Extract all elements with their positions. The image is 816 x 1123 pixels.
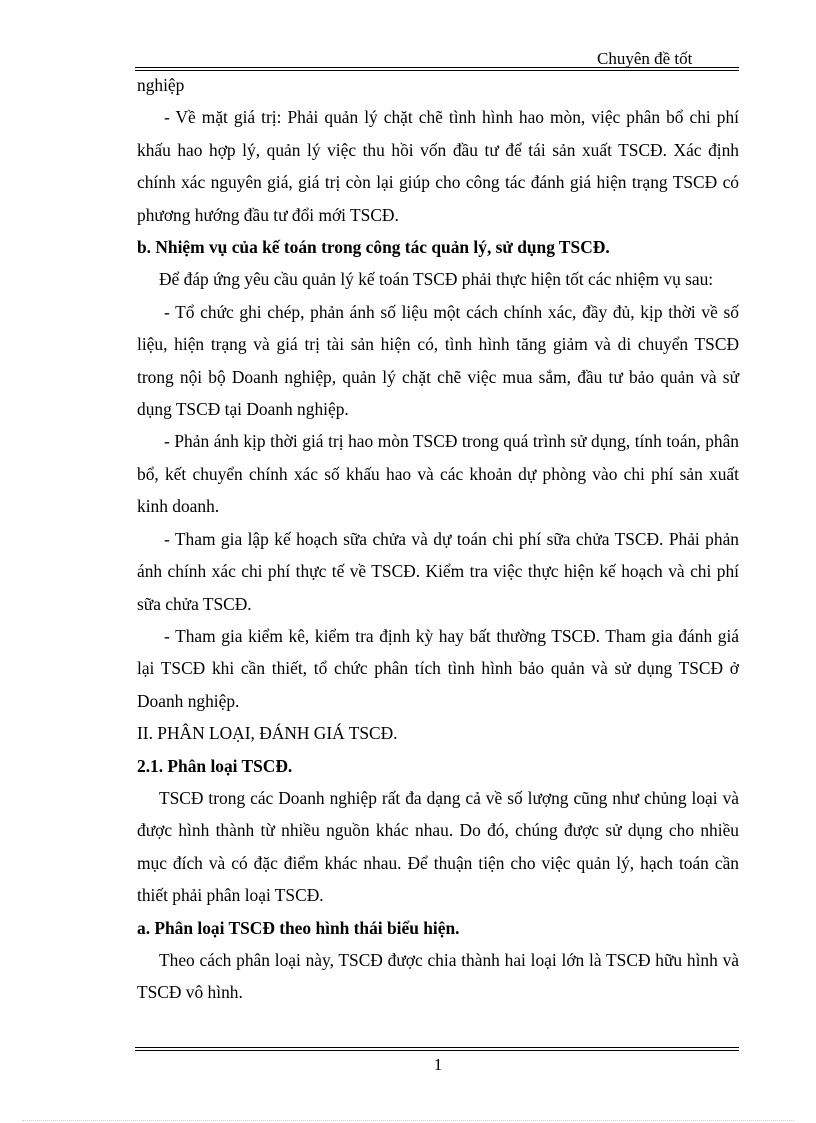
paragraph: - Tham gia kiểm kê, kiểm tra định kỳ hay bất thường TSCĐ. Tham gia đánh giá lại TSCĐ khi cần thiết, tổ chức phân tích tình hình bảo quản và sử dụng TSCĐ ở Doanh nghiệp. [137, 625, 739, 711]
footer-divider-thin [135, 1047, 739, 1048]
paragraph: - Tham gia lập kế hoạch sữa chửa và dự toán chi phí sữa chửa TSCĐ. Phải phản ánh chính xác chi phí thực tế về TSCĐ. Kiểm tra việc thực hiện kế hoạch và chi phí sữa chửa TSCĐ. [137, 528, 739, 614]
paragraph: TSCĐ trong các Doanh nghiệp rất đa dạng cả về số lượng cũng như chủng loại và được hình thành từ nhiều nguồn khác nhau. Do đó, chúng được sử dụng cho nhiều mục đích và có đặc điểm khác nhau. Để thuận tiện cho việc quản lý, hạch toán cần thiết phải phân loại TSCĐ. [137, 787, 739, 906]
paragraph: - Tổ chức ghi chép, phản ánh số liệu một cách chính xác, đầy đủ, kịp thời về số liệu, hiện trạng và giá trị tài sản hiện có, tình hình tăng giảm và di chuyển TSCĐ trong nội bộ Doanh nghiệp, quản lý chặt chẽ việc mua sắm, đầu tư bảo quản và sử dụng TSCĐ tại Doanh nghiệp. [137, 301, 739, 420]
header-divider [135, 67, 739, 68]
footer-divider [135, 1050, 739, 1051]
page-number: 1 [433, 1055, 443, 1074]
paragraph: - Về mặt giá trị: Phải quản lý chặt chẽ tình hình hao mòn, việc phân bổ chi phí khấu hao hợp lý, quản lý việc thu hồi vốn đầu tư để tái sản xuất TSCĐ. Xác định chính xác nguyên giá, giá trị còn lại giúp cho công tác đánh giá hiện trạng TSCĐ có phương hướng đầu tư đổi mới TSCĐ. [137, 107, 739, 225]
chapter-heading: II. PHÂN LOẠI, ĐÁNH GIÁ TSCĐ. [137, 723, 398, 744]
section-heading: b. Nhiệm vụ của kế toán trong công tác quản lý, sử dụng TSCĐ. [137, 237, 610, 258]
paragraph: Để đáp ứng yêu cầu quản lý kế toán TSCĐ phải thực hiện tốt các nhiệm vụ sau: [159, 269, 714, 290]
header-title: Chuyên đề tốt [597, 49, 693, 68]
paragraph: nghiệp [137, 75, 185, 95]
page-edge [22, 1120, 794, 1121]
paragraph: Theo cách phân loại này, TSCĐ được chia thành hai loại lớn là TSCĐ hữu hình và TSCĐ vô hình. [137, 949, 739, 1003]
section-heading: 2.1. Phân loại TSCĐ. [137, 755, 293, 776]
document-body [137, 69, 739, 1009]
paragraph: - Phản ánh kịp thời giá trị hao mòn TSCĐ trong quá trình sử dụng, tính toán, phân bổ, kết chuyển chính xác số khấu hao và các khoản dự phòng vào chi phí sản xuất kinh doanh. [137, 431, 739, 517]
section-heading: a. Phân loại TSCĐ theo hình thái biểu hiện. [137, 917, 460, 938]
